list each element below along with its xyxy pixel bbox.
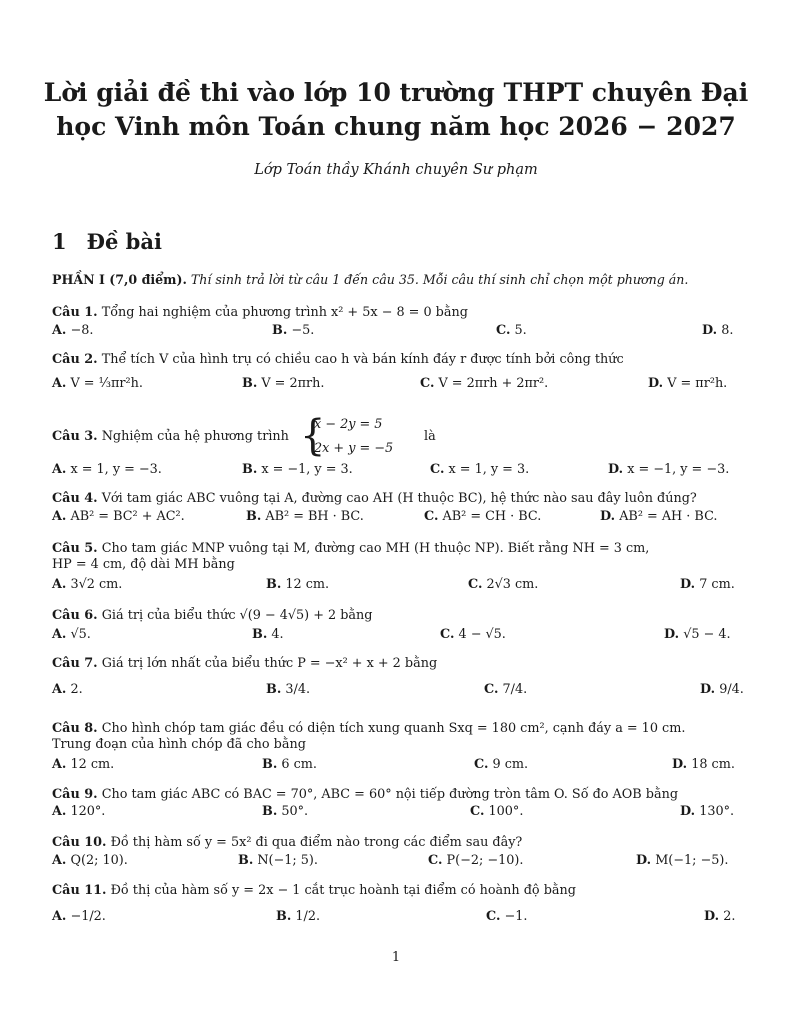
question-text-continued: HP = 4 cm, độ dài MH bằng <box>52 557 235 572</box>
option-letter: C. <box>420 376 435 391</box>
answer-option <box>680 577 735 592</box>
option-text: V = 2πrh + 2πr². <box>438 376 549 391</box>
answer-option <box>52 323 93 338</box>
option-text: x = −1, y = 3. <box>261 462 353 477</box>
answer-option <box>420 376 548 391</box>
option-text: 50°. <box>281 804 309 819</box>
option-text: −5. <box>291 323 315 338</box>
answer-option <box>430 462 529 477</box>
answer-option <box>246 509 364 524</box>
question-text: Thể tích V của hình trụ có chiều cao h và bán kính đáy r được tính bởi công thức <box>101 352 624 367</box>
answer-option <box>702 323 733 338</box>
answer-option <box>52 577 122 592</box>
question-label: Câu 3. <box>52 429 98 444</box>
option-letter: D. <box>680 804 696 819</box>
question-text: Cho tam giác ABC có BAC = 70°, ABC = 60° nội tiếp đường tròn tâm O. Số đo AOB bằng <box>101 787 679 802</box>
option-text: 12 cm. <box>285 577 330 592</box>
option-letter: D. <box>648 376 664 391</box>
answer-option <box>52 462 162 477</box>
option-text: 2√3 cm. <box>486 577 539 592</box>
option-letter: A. <box>52 577 67 592</box>
question-label: Câu 5. <box>52 541 98 556</box>
option-letter: A. <box>52 682 67 697</box>
answer-option <box>242 376 324 391</box>
answer-option <box>468 577 538 592</box>
option-letter: C. <box>430 462 445 477</box>
answer-option <box>262 804 308 819</box>
option-letter: A. <box>52 627 67 642</box>
option-text: −1/2. <box>70 909 106 924</box>
question-text: Nghiệm của hệ phương trình <box>101 429 289 444</box>
answer-option <box>440 627 506 642</box>
question-6 <box>52 608 742 624</box>
equation-line: x − 2y = 5 <box>314 417 383 432</box>
option-letter: A. <box>52 853 67 868</box>
part-text: Thí sinh trả lời từ câu 1 đến câu 35. Mỗi câu thí sinh chỉ chọn một phương án. <box>190 272 689 287</box>
answer-option <box>238 853 318 868</box>
question-label: Câu 7. <box>52 656 98 671</box>
question-label: Câu 6. <box>52 608 98 623</box>
option-text: 12 cm. <box>70 757 115 772</box>
author-line: Lớp Toán thầy Khánh chuyên Sư phạm <box>254 162 538 178</box>
answer-option <box>700 682 744 697</box>
option-letter: B. <box>242 376 258 391</box>
option-letter: D. <box>700 682 716 697</box>
option-text: 8. <box>721 323 734 338</box>
option-text: P(−2; −10). <box>446 853 524 868</box>
question-label: Câu 9. <box>52 787 98 802</box>
option-letter: C. <box>424 509 439 524</box>
option-letter: A. <box>52 323 67 338</box>
option-letter: B. <box>242 462 258 477</box>
option-letter: B. <box>272 323 288 338</box>
document-title <box>40 76 752 144</box>
answer-option <box>52 682 83 697</box>
answer-option <box>52 627 91 642</box>
question-4 <box>52 491 742 507</box>
question-text: Cho tam giác MNP vuông tại M, đường cao MH (H thuộc NP). Biết rằng NH = 3 cm, <box>101 541 650 556</box>
question-label: Câu 10. <box>52 835 107 850</box>
option-text: AB² = BH · BC. <box>265 509 364 524</box>
answer-option <box>52 804 105 819</box>
question-label: Câu 8. <box>52 721 98 736</box>
option-text: 130°. <box>699 804 735 819</box>
answer-option <box>272 323 314 338</box>
option-text: √5 − 4. <box>683 627 731 642</box>
answer-option <box>266 577 329 592</box>
equation-line: 2x + y = −5 <box>314 441 394 456</box>
option-letter: C. <box>440 627 455 642</box>
answer-option <box>470 804 523 819</box>
option-letter: B. <box>266 682 282 697</box>
question-11 <box>52 883 742 899</box>
option-text: 18 cm. <box>691 757 735 772</box>
option-text: 3/4. <box>285 682 311 697</box>
option-letter: C. <box>486 909 501 924</box>
answer-option <box>276 909 320 924</box>
option-text: 120°. <box>70 804 106 819</box>
title-line-1: Lời giải đề thi vào lớp 10 trường THPT chuyên Đại <box>43 78 749 107</box>
option-letter: D. <box>664 627 680 642</box>
answer-option <box>52 909 106 924</box>
option-letter: C. <box>496 323 511 338</box>
section-number: 1 <box>52 229 67 254</box>
answer-option <box>52 376 143 391</box>
option-text: N(−1; 5). <box>257 853 318 868</box>
question-2 <box>52 352 742 368</box>
option-text: M(−1; −5). <box>655 853 729 868</box>
option-letter: D. <box>702 323 718 338</box>
question-label: Câu 2. <box>52 352 98 367</box>
option-letter: C. <box>470 804 485 819</box>
answer-option <box>252 627 284 642</box>
option-text: 9 cm. <box>492 757 529 772</box>
answer-option <box>496 323 527 338</box>
option-letter: C. <box>484 682 499 697</box>
answer-option <box>486 909 527 924</box>
question-label: Câu 11. <box>52 883 107 898</box>
answer-option <box>608 462 729 477</box>
option-text: 100°. <box>488 804 524 819</box>
option-text: 6 cm. <box>281 757 317 772</box>
answer-option <box>428 853 523 868</box>
option-letter: C. <box>428 853 443 868</box>
question-1 <box>52 305 742 321</box>
answer-option <box>600 509 717 524</box>
option-text: V = πr²h. <box>667 376 728 391</box>
option-letter: B. <box>262 804 278 819</box>
option-text: x = 1, y = −3. <box>70 462 162 477</box>
option-text: Q(2; 10). <box>70 853 128 868</box>
answer-option <box>704 909 735 924</box>
part-instruction <box>52 272 752 287</box>
option-letter: A. <box>52 757 67 772</box>
answer-option <box>52 853 128 868</box>
question-text: Với tam giác ABC vuông tại A, đường cao AH (H thuộc BC), hệ thức nào sau đây luôn đúng? <box>101 491 697 506</box>
question-label: Câu 4. <box>52 491 98 506</box>
option-text: AB² = AH · BC. <box>619 509 718 524</box>
option-letter: D. <box>636 853 652 868</box>
section-title: Đề bài <box>86 229 162 254</box>
option-letter: B. <box>246 509 262 524</box>
option-text: √5. <box>70 627 91 642</box>
question-5 <box>52 541 742 573</box>
option-letter: A. <box>52 509 67 524</box>
left-brace: { <box>300 411 326 461</box>
question-text: Đồ thị của hàm số y = 2x − 1 cắt trục hoành tại điểm có hoành độ bằng <box>110 883 576 898</box>
option-text: x = −1, y = −3. <box>627 462 730 477</box>
answer-option <box>672 757 735 772</box>
option-text: 2. <box>723 909 736 924</box>
option-text: 5. <box>514 323 527 338</box>
part-label: PHẦN I (7,0 điểm). <box>52 272 187 287</box>
page-number: 1 <box>391 950 401 965</box>
answer-option <box>680 804 734 819</box>
option-text: 9/4. <box>719 682 744 697</box>
option-letter: A. <box>52 909 67 924</box>
question-8 <box>52 721 742 753</box>
answer-option <box>484 682 527 697</box>
question-7 <box>52 656 742 672</box>
option-text: x = 1, y = 3. <box>448 462 530 477</box>
title-line-2: học Vinh môn Toán chung năm học 2026 − 2027 <box>56 112 736 141</box>
option-text: 3√2 cm. <box>70 577 123 592</box>
option-text: 2. <box>70 682 83 697</box>
option-text: 4. <box>271 627 284 642</box>
section-heading <box>52 229 162 254</box>
option-letter: B. <box>262 757 278 772</box>
option-letter: A. <box>52 804 67 819</box>
question-text: Tổng hai nghiệm của phương trình x² + 5x − 8 = 0 bằng <box>101 305 468 320</box>
option-letter: C. <box>468 577 483 592</box>
option-text: V = 2πrh. <box>261 376 325 391</box>
option-text: AB² = BC² + AC². <box>70 509 185 524</box>
answer-option <box>266 682 310 697</box>
option-letter: D. <box>600 509 616 524</box>
option-text: 7/4. <box>502 682 528 697</box>
option-text: AB² = CH · BC. <box>442 509 542 524</box>
answer-option <box>648 376 727 391</box>
option-text: 4 − √5. <box>458 627 506 642</box>
question-3 <box>52 429 302 445</box>
answer-option <box>242 462 353 477</box>
option-text: 7 cm. <box>699 577 735 592</box>
question-text: Cho hình chóp tam giác đều có diện tích xung quanh Sxq = 180 cm², cạnh đáy a = 10 cm. <box>101 721 686 736</box>
option-letter: B. <box>276 909 292 924</box>
question-text: Đồ thị hàm số y = 5x² đi qua điểm nào trong các điểm sau đây? <box>110 835 523 850</box>
question-text: Giá trị lớn nhất của biểu thức P = −x² + x + 2 bằng <box>101 656 438 671</box>
question-suffix: là <box>424 429 436 444</box>
option-text: 1/2. <box>295 909 321 924</box>
answer-option <box>52 757 114 772</box>
option-letter: D. <box>704 909 720 924</box>
option-letter: A. <box>52 462 67 477</box>
option-letter: B. <box>252 627 268 642</box>
answer-option <box>424 509 541 524</box>
option-letter: A. <box>52 376 67 391</box>
answer-option <box>474 757 528 772</box>
question-10 <box>52 835 742 851</box>
question-text: Giá trị của biểu thức √(9 − 4√5) + 2 bằng <box>101 608 373 623</box>
question-text-continued: Trung đoạn của hình chóp đã cho bằng <box>52 737 306 752</box>
option-letter: B. <box>266 577 282 592</box>
option-text: −1. <box>504 909 528 924</box>
option-letter: B. <box>238 853 254 868</box>
option-letter: D. <box>680 577 696 592</box>
option-letter: D. <box>608 462 624 477</box>
answer-option <box>262 757 317 772</box>
option-letter: C. <box>474 757 489 772</box>
option-text: V = ⅓πr²h. <box>70 376 143 391</box>
option-letter: D. <box>672 757 688 772</box>
answer-option <box>664 627 731 642</box>
question-9 <box>52 787 742 803</box>
option-text: −8. <box>70 323 94 338</box>
answer-option <box>52 509 185 524</box>
answer-option <box>636 853 728 868</box>
question-label: Câu 1. <box>52 305 98 320</box>
